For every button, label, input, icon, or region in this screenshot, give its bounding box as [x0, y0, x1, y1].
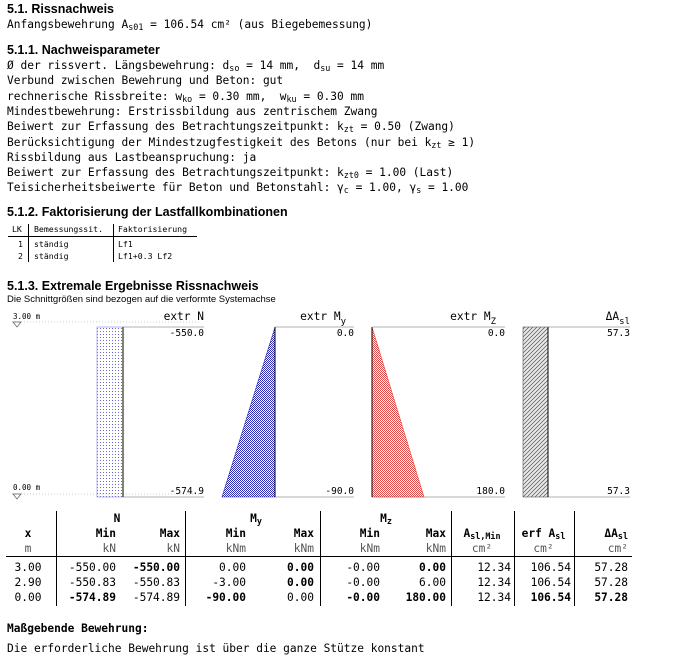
column-header: Max	[159, 527, 180, 540]
section-subtitle: Die Schnittgrößen sind bezogen auf die verformte Systemachse	[7, 294, 276, 305]
table-row: 57.28	[594, 576, 628, 589]
mz-top-value: 0.0	[487, 328, 505, 339]
table-row: 12.34	[477, 576, 511, 589]
table-row: 1	[18, 239, 23, 249]
column-header: Max	[293, 527, 314, 540]
table-row: 0.00	[219, 561, 246, 574]
unit-label: cm²	[471, 542, 493, 555]
governing-reinforcement-title: Maßgebende Bewehrung:	[7, 622, 149, 635]
table-row: -550.00	[68, 561, 116, 574]
anfangsbewehrung-line: Anfangsbewehrung $A_{s01} = 106.54$ cm² (aus Biegebemessung)	[7, 18, 373, 32]
table-row: Lf1+0.3 Lf2	[118, 251, 173, 261]
table-row: -0.00	[346, 561, 380, 574]
unit-label: kN	[166, 542, 180, 555]
table-col-rule	[320, 511, 321, 606]
mz-diagram	[372, 310, 505, 497]
level-top-label: 3.00 m	[13, 312, 41, 321]
table-col-rule	[185, 511, 186, 606]
mz-title: extr $M_Z$	[450, 310, 496, 327]
table-header-rule	[6, 556, 632, 557]
n-area	[97, 327, 123, 497]
table-row: -90.00	[205, 591, 246, 604]
table-row: -0.00	[346, 591, 380, 604]
unit-label: cm²	[607, 542, 628, 555]
unit-label: kNm	[359, 542, 380, 555]
group-my-header: $M_y$	[250, 512, 262, 526]
parameter-line: rechnerische Rissbreite: $w_{ko} = 0.30$ mm, $w_{ku} = 0.30$ mm	[7, 89, 364, 104]
table-row: -0.00	[346, 576, 380, 589]
table-col-rule	[514, 511, 515, 606]
table-row: 180.00	[405, 591, 446, 604]
group-n-header: N	[113, 512, 121, 525]
factor-header: Faktorisierung	[118, 224, 188, 234]
table-row: ständig	[34, 251, 69, 261]
table-row: 12.34	[477, 591, 511, 604]
table-row: -550.83	[68, 576, 116, 589]
column-header: x	[24, 527, 32, 540]
unit-label: kNm	[293, 542, 314, 555]
column-header: erf $A_{sl}$	[521, 527, 566, 541]
column-header: Max	[425, 527, 446, 540]
column-header: Min	[225, 527, 246, 540]
table-row: -550.83	[132, 576, 180, 589]
table-row: -574.89	[132, 591, 180, 604]
table-row: 12.34	[477, 561, 511, 574]
table-row: -550.00	[132, 561, 180, 574]
as-title: $\Delta A_{sl}$	[605, 310, 630, 327]
table-row: -3.00	[212, 576, 246, 589]
my-bottom-value: -90.0	[325, 486, 354, 497]
parameter-line: Rissbildung aus Lastbeanspruchung: ja	[7, 150, 257, 164]
lk-header: LK	[12, 224, 22, 234]
unit-label: kNm	[225, 542, 246, 555]
table-row: 0.00	[287, 591, 314, 604]
table-row: ständig	[34, 239, 69, 249]
section-title-nachweisparameter: 5.1.1. Nachweisparameter	[7, 43, 160, 57]
table-row: 0.00	[287, 576, 314, 589]
my-title: extr $M_y$	[300, 310, 346, 327]
n-top-value: -550.0	[169, 328, 204, 339]
parameter-line: Teisicherheitsbeiwerte für Beton und Betonstahl: $\gamma_c = 1.00$, $\gamma_s = 1.00$	[7, 181, 469, 196]
parameter-line: Beiwert zur Erfassung des Betrachtungszeitpunkt: $k_{zt} = 0.50$ (Zwang)	[7, 120, 455, 135]
parameter-line: Berücksichtigung der Mindestzugfestigkeit des Betons (nur bei $k_{zt} \ge 1$)	[7, 135, 476, 150]
table-row: 6.00	[419, 576, 446, 589]
table-row: 106.54	[530, 561, 571, 574]
column-header: $A_{sl,Min}$	[463, 527, 501, 541]
unit-label: kNm	[425, 542, 446, 555]
n-diagram	[97, 310, 204, 497]
governing-reinforcement-text: Die erforderliche Bewehrung ist über die ganze Stütze konstant	[7, 642, 425, 655]
table-row: 2	[18, 251, 23, 261]
table-row: -574.89	[68, 591, 116, 604]
mz-bottom-value: 180.0	[476, 486, 505, 497]
table-col-rule	[56, 511, 57, 606]
table-row: 2.90	[14, 576, 42, 589]
section-title-rissnachweis: 5.1. Rissnachweis	[7, 2, 115, 16]
table-row: 0.00	[287, 561, 314, 574]
column-header: Min	[359, 527, 380, 540]
my-top-value: 0.0	[336, 328, 354, 339]
parameter-line: Beiwert zur Erfassung des Betrachtungszeitpunkt: $k_{zt0} = 1.00$ (Last)	[7, 166, 454, 181]
table-row: 106.54	[530, 576, 571, 589]
table-row: 106.54	[530, 591, 571, 604]
table-row: Lf1	[118, 239, 133, 249]
table-row: 0.00	[14, 591, 42, 604]
unit-label: cm²	[533, 542, 554, 555]
n-title: extr N	[163, 310, 204, 323]
parameter-line: Ø der rissvert. Längsbewehrung: $d_{so} = 14$ mm, $d_{su} = 14$ mm	[7, 59, 385, 73]
table-row: 57.28	[594, 561, 628, 574]
group-mz-header: $M_z$	[380, 512, 392, 526]
table-row: 57.28	[594, 591, 628, 604]
parameter-line: Mindestbewehrung: Erstrissbildung aus zentrischem Zwang	[7, 104, 378, 118]
table-row: 0.00	[419, 561, 446, 574]
section-title-extremale-ergebnisse: 5.1.3. Extremale Ergebnisse Rissnachweis	[7, 279, 259, 293]
column-header: $\Delta A_{sl}$	[604, 527, 628, 541]
section-title-faktorisierung: 5.1.2. Faktorisierung der Lastfallkombinationen	[7, 205, 288, 219]
situation-header: Bemessungssit.	[34, 224, 104, 234]
n-bottom-value: -574.9	[169, 486, 204, 497]
parameter-line: Verbund zwischen Bewehrung und Beton: gut	[7, 74, 284, 88]
as-diagram	[523, 310, 630, 497]
table-col-rule	[451, 511, 452, 606]
my-area	[222, 327, 275, 497]
as-top-value: 57.3	[607, 328, 630, 339]
my-diagram	[222, 310, 354, 497]
unit-label: kN	[102, 542, 116, 555]
as-area	[523, 327, 548, 497]
column-header: Min	[95, 527, 116, 540]
level-bottom-label: 0.00 m	[13, 483, 41, 492]
mz-area	[372, 327, 424, 497]
table-row: 3.00	[14, 561, 42, 574]
unit-label: m	[24, 542, 32, 555]
as-bottom-value: 57.3	[607, 486, 630, 497]
table-col-rule	[574, 511, 575, 606]
